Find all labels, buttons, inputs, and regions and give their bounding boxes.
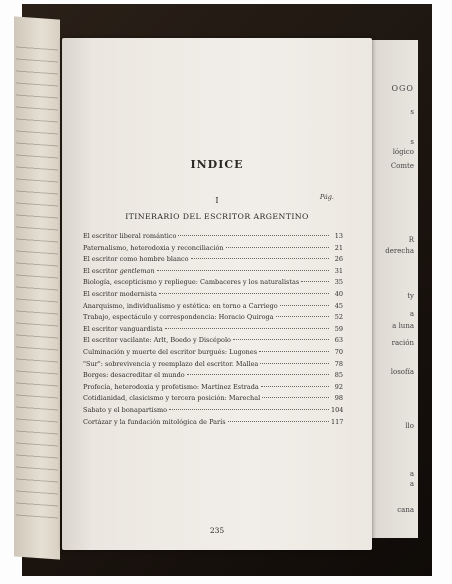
toc-entry-title: Profecía, heterodoxia y profetismo: Martínez Estrada xyxy=(83,382,259,391)
toc-entry xyxy=(83,290,343,302)
toc-leader xyxy=(228,421,329,422)
toc-entry xyxy=(83,302,343,314)
toc-entry xyxy=(83,278,343,290)
toc-entry xyxy=(83,348,343,360)
toc-entry xyxy=(83,360,343,372)
toc-entry xyxy=(83,255,343,267)
table-of-contents xyxy=(83,232,343,429)
toc-entry-title: "Sur": sobrevivencia y reemplazo del escritor. Mallea xyxy=(83,359,259,368)
toc-leader xyxy=(165,328,329,329)
toc-leader xyxy=(226,247,329,248)
toc-entry-title: El escritor como hombre blanco xyxy=(83,255,189,264)
toc-leader xyxy=(169,409,329,410)
right-fragment: lógico xyxy=(392,148,414,156)
right-fragment: a xyxy=(409,310,414,318)
toc-leader xyxy=(260,363,329,364)
index-title: INDICE xyxy=(190,158,244,171)
right-fragment: Comte xyxy=(390,162,414,170)
right-fragment: s xyxy=(410,138,414,146)
toc-entry-title: Biología, escepticismo y repliegue: Cambaceres y los naturalistas xyxy=(83,278,300,287)
toc-leader xyxy=(157,270,329,271)
left-page-text-lines xyxy=(16,39,58,522)
toc-entry-title: El escritor vacilante: Arlt, Boedo y Discépolo xyxy=(83,336,231,345)
toc-leader xyxy=(262,397,329,398)
toc-entry xyxy=(83,313,343,325)
toc-entry-title: Borges: desacreditar el mundo xyxy=(83,371,185,380)
right-fragment: losofía xyxy=(390,368,414,376)
toc-entry-page: 104 xyxy=(331,405,344,414)
toc-leader xyxy=(159,293,329,294)
page-column-label: Pág. xyxy=(319,193,334,201)
toc-leader xyxy=(280,305,329,306)
toc-entry xyxy=(83,406,343,418)
toc-entry-page: 98 xyxy=(334,394,343,403)
toc-entry-page: 92 xyxy=(334,382,343,391)
page-number: 235 xyxy=(209,526,225,535)
toc-entry xyxy=(83,371,343,383)
right-fragment: OGO xyxy=(391,84,414,93)
toc-entry xyxy=(83,418,343,430)
toc-entry-page: 78 xyxy=(334,359,343,368)
toc-leader xyxy=(187,374,329,375)
toc-entry-title: El escritor modernista xyxy=(83,289,157,298)
toc-entry-title: Cotidianidad, clasicismo y tercera posición: Marechal xyxy=(83,394,261,403)
toc-entry xyxy=(83,325,343,337)
toc-leader xyxy=(191,258,329,259)
book-page xyxy=(62,38,372,550)
toc-entry-page: 26 xyxy=(334,255,343,264)
toc-entry-page: 40 xyxy=(334,289,343,298)
toc-entry xyxy=(83,232,343,244)
right-fragment: s xyxy=(410,108,414,116)
toc-leader xyxy=(301,281,329,282)
toc-entry xyxy=(83,394,343,406)
toc-entry xyxy=(83,244,343,256)
right-fragment: cana xyxy=(397,506,414,514)
toc-entry-page: 21 xyxy=(334,243,343,252)
part-number: I xyxy=(215,196,219,205)
right-fragment: a luna xyxy=(392,322,414,330)
toc-leader xyxy=(259,351,329,352)
toc-entry-title: Trabajo, espectáculo y correspondencia: Horacio Quiroga xyxy=(83,313,274,322)
toc-entry-page: 31 xyxy=(334,266,343,275)
section-title: ITINERARIO DEL ESCRITOR ARGENTINO xyxy=(125,212,309,221)
right-fragment: a xyxy=(409,470,414,478)
toc-entry xyxy=(83,336,343,348)
right-fragment: a xyxy=(409,480,414,488)
toc-leader xyxy=(261,386,329,387)
right-fragment: R xyxy=(408,236,414,244)
toc-leader xyxy=(178,235,329,236)
toc-entry-title: Paternalismo, heterodoxia y reconciliación xyxy=(83,243,224,252)
toc-entry xyxy=(83,267,343,279)
toc-entry-page: 13 xyxy=(334,232,343,240)
toc-leader xyxy=(276,316,329,317)
toc-entry-title: El escritor liberal romántico xyxy=(83,232,177,240)
toc-entry-page: 59 xyxy=(334,324,343,333)
toc-entry-page: 45 xyxy=(334,301,343,310)
toc-entry-page: 70 xyxy=(334,347,343,356)
toc-leader xyxy=(233,339,329,340)
toc-entry-page: 85 xyxy=(334,371,343,380)
right-fragment: llo xyxy=(405,422,414,430)
toc-entry-title: Sabato y el bonapartismo xyxy=(83,405,168,414)
right-fragment: derecha xyxy=(385,247,414,255)
toc-entry-page: 52 xyxy=(334,313,343,322)
right-fragment: ty xyxy=(407,292,414,300)
toc-entry-title: Cortázar y la fundación mitológica de París xyxy=(83,417,226,426)
toc-entry-page: 117 xyxy=(331,417,344,426)
toc-entry-title: Anarquismo, individualismo y estética: en torno a Carriego xyxy=(83,301,278,310)
toc-entry-page: 63 xyxy=(334,336,343,345)
toc-entry-title: El escritor vanguardista xyxy=(83,324,163,333)
right-fragment: ración xyxy=(391,339,414,347)
toc-entry xyxy=(83,383,343,395)
toc-entry-title: El escritor gentleman xyxy=(83,266,155,275)
toc-entry-title: Culminación y muerte del escritor burgués: Lugones xyxy=(83,347,258,356)
toc-entry-page: 35 xyxy=(334,278,343,287)
